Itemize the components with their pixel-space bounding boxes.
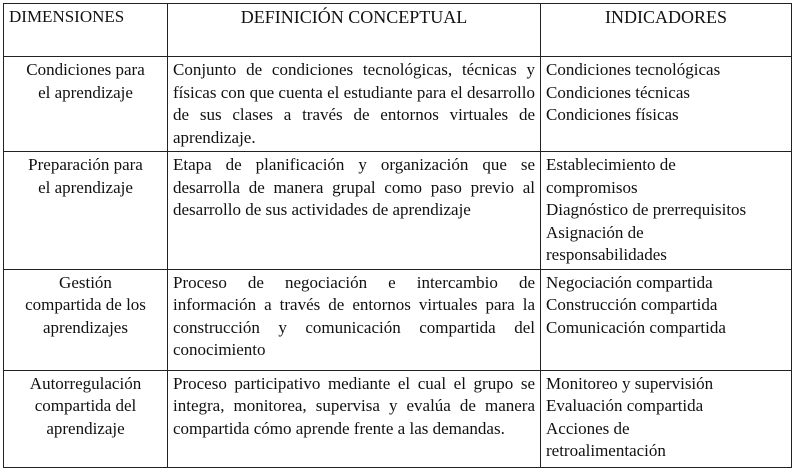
header-row	[4, 4, 792, 57]
indicator-line: Construcción compartida	[546, 295, 718, 314]
header-definition-label: DEFINICIÓN CONCEPTUAL	[240, 7, 468, 27]
indicator-line: Evaluación compartida	[546, 396, 704, 415]
dimension-line: compartida de los	[25, 295, 146, 314]
dimension-line: el aprendizaje	[38, 177, 133, 197]
table-row	[4, 152, 792, 270]
indicators-cell	[541, 269, 792, 370]
indicator-line: retroalimentación	[546, 441, 666, 460]
definition-cell: Conjunto de condiciones tecnológicas, técnicas y físicas con que cuenta el estudiante para el desarrollo de sus clases a través de entornos virtuales de aprendizaje.	[168, 57, 541, 152]
dimension-line: el aprendizaje	[38, 82, 133, 102]
dimension-cell	[4, 57, 168, 152]
header-indicators	[541, 4, 792, 57]
indicators-cell	[541, 152, 792, 270]
header-dimensions-label: DIMENSIONES	[9, 7, 125, 26]
indicators-cell	[541, 57, 792, 152]
dimension-line: Preparación para	[28, 155, 143, 174]
header-dimensions	[4, 4, 168, 57]
indicator-line: Acciones de	[546, 418, 630, 438]
dimension-cell	[4, 152, 168, 270]
definition-cell: Proceso de negociación e intercambio de información a través de entornos virtuales para la construcción y comunicación compartida del conocimiento	[168, 269, 541, 370]
header-indicators-label: INDICADORES	[604, 7, 727, 27]
indicator-line: Diagnóstico de prerrequisitos	[546, 200, 747, 219]
dimension-line: aprendizaje	[46, 418, 125, 438]
table-row	[4, 370, 792, 467]
indicator-line: responsabilidades	[546, 245, 667, 264]
definition-cell: Proceso participativo mediante el cual el grupo se integra, monitorea, supervisa y evalúa de manera compartida cómo aprende frente a las demandas.	[168, 370, 541, 467]
dimension-line: compartida del	[34, 396, 137, 415]
dimension-line: Condiciones para	[26, 60, 145, 79]
indicator-line: Establecimiento de	[546, 155, 676, 174]
indicator-line: compromisos	[546, 177, 638, 197]
table-row	[4, 269, 792, 370]
dimension-cell	[4, 269, 168, 370]
indicator-line: Negociación compartida	[546, 272, 713, 292]
indicator-line: Monitoreo y supervisión	[546, 373, 714, 393]
indicator-line: Condiciones físicas	[546, 105, 679, 124]
indicator-line: Comunicación compartida	[546, 317, 726, 337]
indicators-cell	[541, 370, 792, 467]
definition-cell: Etapa de planificación y organización que se desarrolla de manera grupal como paso previo al desarrollo de sus actividades de aprendizaje	[168, 152, 541, 270]
table-row	[4, 57, 792, 152]
dimensions-table	[3, 3, 792, 468]
dimension-line: Gestión	[59, 272, 112, 292]
dimension-line: Autorregulación	[29, 373, 142, 393]
indicator-line: Condiciones técnicas	[546, 82, 690, 102]
header-definition	[168, 4, 541, 57]
dimension-cell	[4, 370, 168, 467]
indicator-line: Asignación de	[546, 222, 644, 242]
indicator-line: Condiciones tecnológicas	[546, 60, 721, 79]
dimension-line: aprendizajes	[43, 317, 128, 337]
